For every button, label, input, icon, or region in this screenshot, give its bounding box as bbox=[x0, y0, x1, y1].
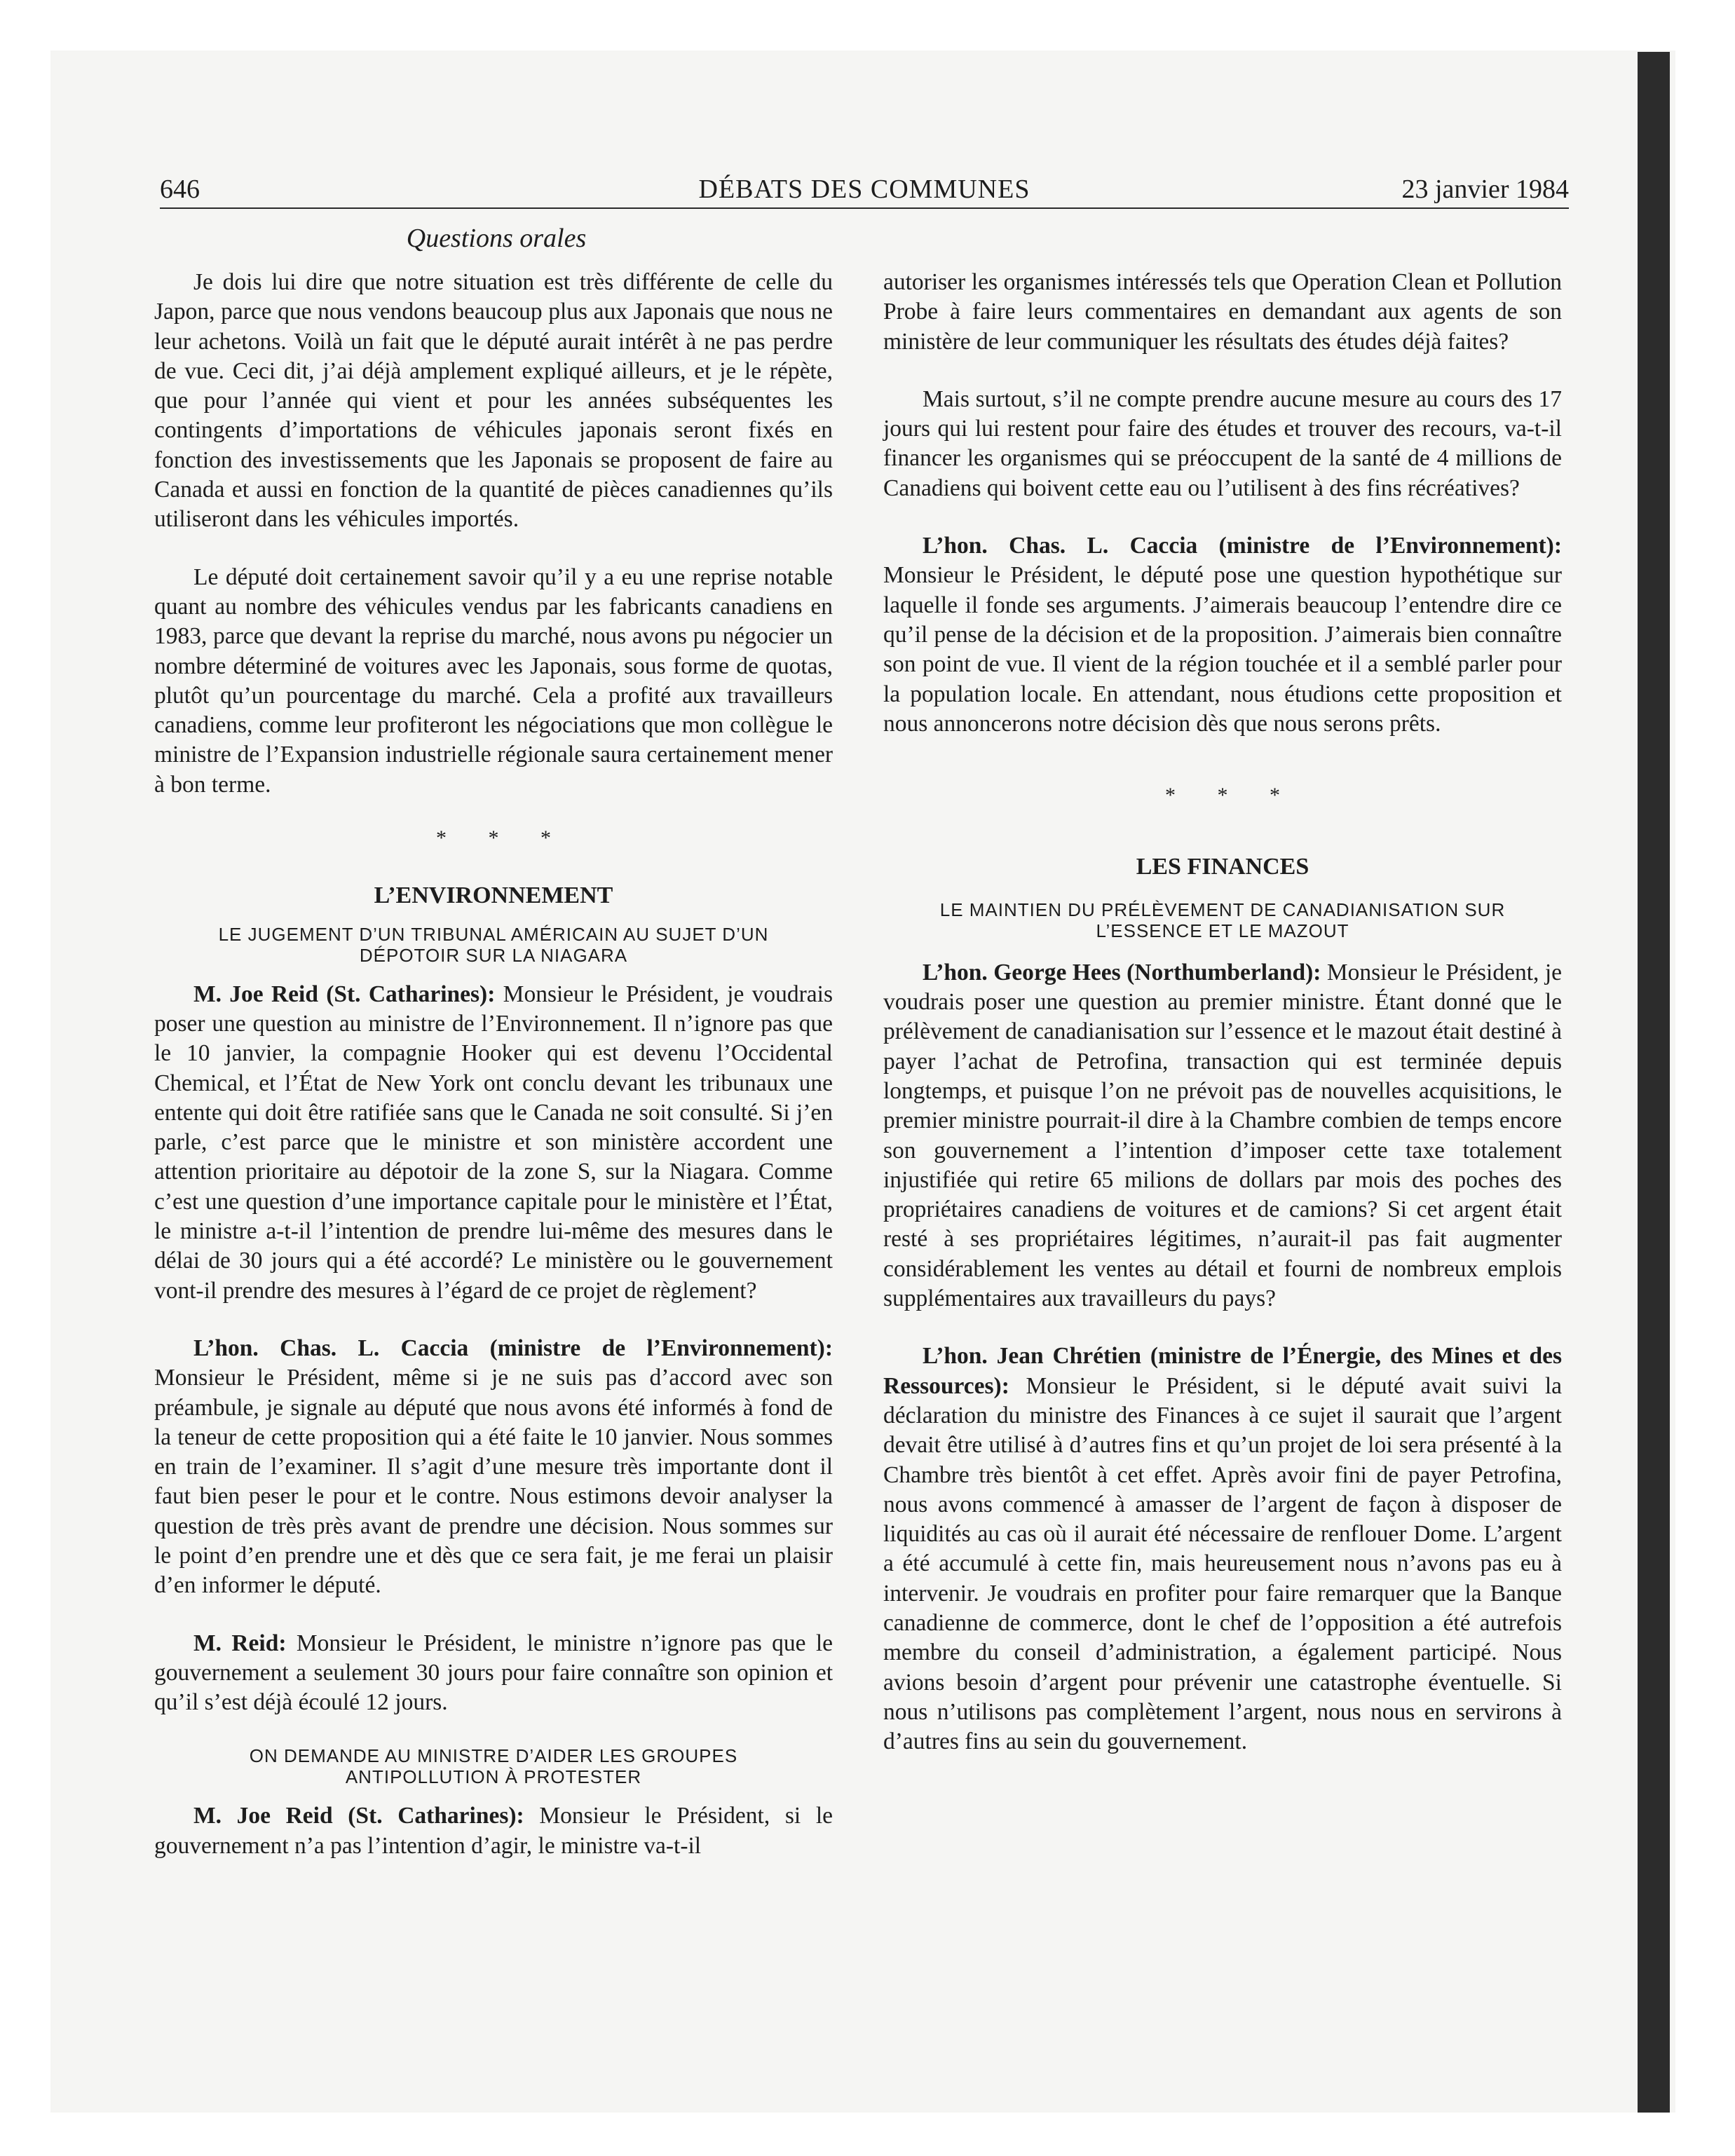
paragraph: Mais surtout, s’il ne compte prendre aucune mesure au cours des 17 jours qui lui restent pour faire des études et trouver des recours, va-t-il financer les organismes qui se préoccupent de la santé de 4 millions de Canadiens qui boivent cette eau ou l’utilisent à des fins récréatives? bbox=[883, 386, 1562, 501]
section-separator: * * * bbox=[1165, 784, 1298, 807]
speaker-name: L’hon. George Hees (Northumberland): bbox=[923, 959, 1321, 985]
speaker-name: M. Joe Reid (St. Catharines): bbox=[193, 981, 496, 1007]
speech-text: Monsieur le Président, si le gouvernement n’a pas l’intention d’agir, le ministre va-t-il bbox=[154, 1803, 833, 1859]
speaker-name: L’hon. Chas. L. Caccia (ministre de l’Environnement): bbox=[193, 1335, 833, 1361]
speech-text: Monsieur le Président, le député pose une question hypothétique sur laquelle il fonde ses arguments. J’aimerais beaucoup l’entendre dire ce qu’il pense de la décision et de la proposition. J’aimerais bien connaître son point de vue. Il vient de la région touchée et il a semblé parler pour la population locale. En attendant, nous étudions cette proposition et nous annoncerons notre décision dès que nous serons prêts. bbox=[883, 562, 1562, 737]
paragraph bbox=[154, 1801, 833, 1861]
paragraph bbox=[883, 1342, 1562, 1756]
speech-text: Monsieur le Président, le ministre n’ignore pas que le gouvernement a seulement 30 jours pour faire connaître son opinion et qu’il s’est déjà écoulé 12 jours. bbox=[154, 1630, 833, 1716]
page-number: 646 bbox=[160, 175, 200, 204]
speaker-name: M. Joe Reid (St. Catharines): bbox=[193, 1803, 524, 1829]
speech-text: Monsieur le Président, même si je ne suis pas d’accord avec son préambule, je signale au député que nous avons été informés à fond de la teneur de cette proposition qui a été faite le 10 janvier. Nous sommes en train de l’examiner. Il s’agit d’une mesure très importante dont il faut bien peser le pour et le contre. Nous estimons devoir analyser la question de très près avant de prendre une décision. Nous sommes sur le point d’en prendre une et dès que ce sera fait, je me ferai un plaisir d’en informer le député. bbox=[154, 1365, 833, 1599]
speaker-name: L’hon. Chas. L. Caccia (ministre de l’Environnement): bbox=[923, 533, 1562, 559]
speech-text: Monsieur le Président, je voudrais poser une question au ministre de l’Environnement. Il n’ignore pas que le 10 janvier, la compagnie Hooker qui est devenu l’Occidental Chemical, et l’État de New York ont conclu devant les tribunaux une entente qui doit être ratifiée sans que le Canada ne soit consulté. Si j’en parle, c’est parce que le ministre et son ministère accordent une attention prioritaire au dépotoir de la zone S, sur la Niagara. Comme c’est une question d’une importance capitale pour le ministère et l’État, le ministre a-t-il l’intention de prendre lui-même des mesures dans le délai de 30 jours qui a été accordé? Le ministère ou le gouvernement vont-il prendre des mesures à l’égard de ce projet de règlement? bbox=[154, 981, 833, 1304]
speaker-name: M. Reid: bbox=[193, 1630, 287, 1656]
issue-date: 23 janvier 1984 bbox=[1401, 175, 1569, 204]
paragraph bbox=[154, 980, 833, 1306]
section-separator: * * * bbox=[436, 826, 569, 850]
subheading: LE JUGEMENT D’UN TRIBUNAL AMÉRICAIN AU SUJET D’UN DÉPOTOIR SUR LA NIAGARA bbox=[218, 923, 769, 966]
section-title: L’ENVIRONNEMENT bbox=[374, 882, 613, 909]
section-title: LES FINANCES bbox=[1136, 854, 1309, 880]
speech-text: Monsieur le Président, si le député avait suivi la déclaration du ministre des Finances à ce sujet il saurait que l’argent devait être utilisé à d’autres fins et qu’un projet de loi sera présenté à la Chambre très bientôt à cet effet. Après avoir fini de payer Petrofina, nous avons commencé à amasser de l’argent de façon à disposer de liquidités au cas où il aurait été nécessaire de renflouer Dome. L’argent a été accumulé à cette fin, mais heureusement nous n’avons pas eu à intervenir. Je voudrais en profiter pour faire remarquer que la Banque canadienne de commerce, dont le chef de l’opposition a été autrefois membre du conseil d’administration, a également participé. Nous avions besoin d’argent pour prévenir une catastrophe éventuelle. Si nous n’utilisons pas complètement l’argent, nous nous en servirons à d’autres fins au sein du gouvernement. bbox=[883, 1372, 1562, 1755]
paragraph bbox=[883, 958, 1562, 1314]
paragraph: Le député doit certainement savoir qu’il y a eu une reprise notable quant au nombre des véhicules vendus par les fabricants canadiens en 1983, parce que devant la reprise du marché, nous avons pu négocier un nombre déterminé de voitures avec les Japonais, sous forme de quotas, plutôt qu’un pourcentage du marché. Cela a profité aux travailleurs canadiens, comme leur profiteront les négociations que mon collègue le ministre de l’Expansion industrielle régionale saura certainement mener à bon terme. bbox=[154, 564, 833, 798]
paragraph bbox=[154, 1629, 833, 1718]
speech-text: Monsieur le Président, je voudrais poser une question au premier ministre. Étant donné que le prélèvement de canadianisation sur l’essence et le mazout était destiné à payer l’achat de Petrofina, transaction qui est terminée depuis longtemps, et puisque l’on ne prévoit pas de nouvelles acquisitions, le premier ministre pourrait-il dire à la Chambre combien de temps encore son gouvernement a l’intention d’imposer cette taxe totalement injustifiée qui retire 65 milions de dollars par mois des poches des propriétaires canadiens de voitures et de camions? Si cet argent était resté à ses propriétaires légitimes, n’aurait-il pas fait augmenter considérablement les ventes au détail et fourni de nombreux emplois supplémentaires aux travailleurs du pays? bbox=[883, 959, 1562, 1312]
paragraph bbox=[154, 1334, 833, 1601]
subheading: LE MAINTIEN DU PRÉLÈVEMENT DE CANADIANISATION SUR L’ESSENCE ET LE MAZOUT bbox=[939, 899, 1506, 941]
right-column bbox=[883, 268, 1562, 1756]
subheading: ON DEMANDE AU MINISTRE D’AIDER LES GROUPES ANTIPOLLUTION À PROTESTER bbox=[249, 1745, 738, 1788]
rubric-title: Questions orales bbox=[406, 224, 587, 253]
left-column bbox=[154, 268, 833, 1861]
paragraph: Je dois lui dire que notre situation est très différente de celle du Japon, parce que nous vendons beaucoup plus aux Japonais que nous ne leur achetons. Voilà un fait que le député aurait intérêt à ne pas perdre de vue. Ceci dit, j’ai déjà amplement expliqué ailleurs, et je le répète, que pour l’année qui vient et pour les années subséquentes les contingents d’importations de véhicules japonais seront fixés en fonction des investissements que les Japonais se proposent de faire au Canada et aussi en fonction de la quantité de pièces canadiennes qu’ils utiliseront dans les véhicules importés. bbox=[154, 269, 833, 533]
scan-edge-bar bbox=[1638, 52, 1670, 2113]
paragraph: autoriser les organismes intéressés tels que Operation Clean et Pollution Probe à faire leurs commentaires en demandant aux agents de son ministère de leur communiquer les résultats des études déjà faites? bbox=[883, 269, 1562, 355]
publication-title: DÉBATS DES COMMUNES bbox=[698, 175, 1030, 204]
page-header bbox=[160, 174, 1569, 209]
speaker-name: L’hon. Jean Chrétien (ministre de l’Énergie, des Mines et des Ressources): bbox=[883, 1343, 1562, 1399]
paragraph bbox=[883, 531, 1562, 739]
